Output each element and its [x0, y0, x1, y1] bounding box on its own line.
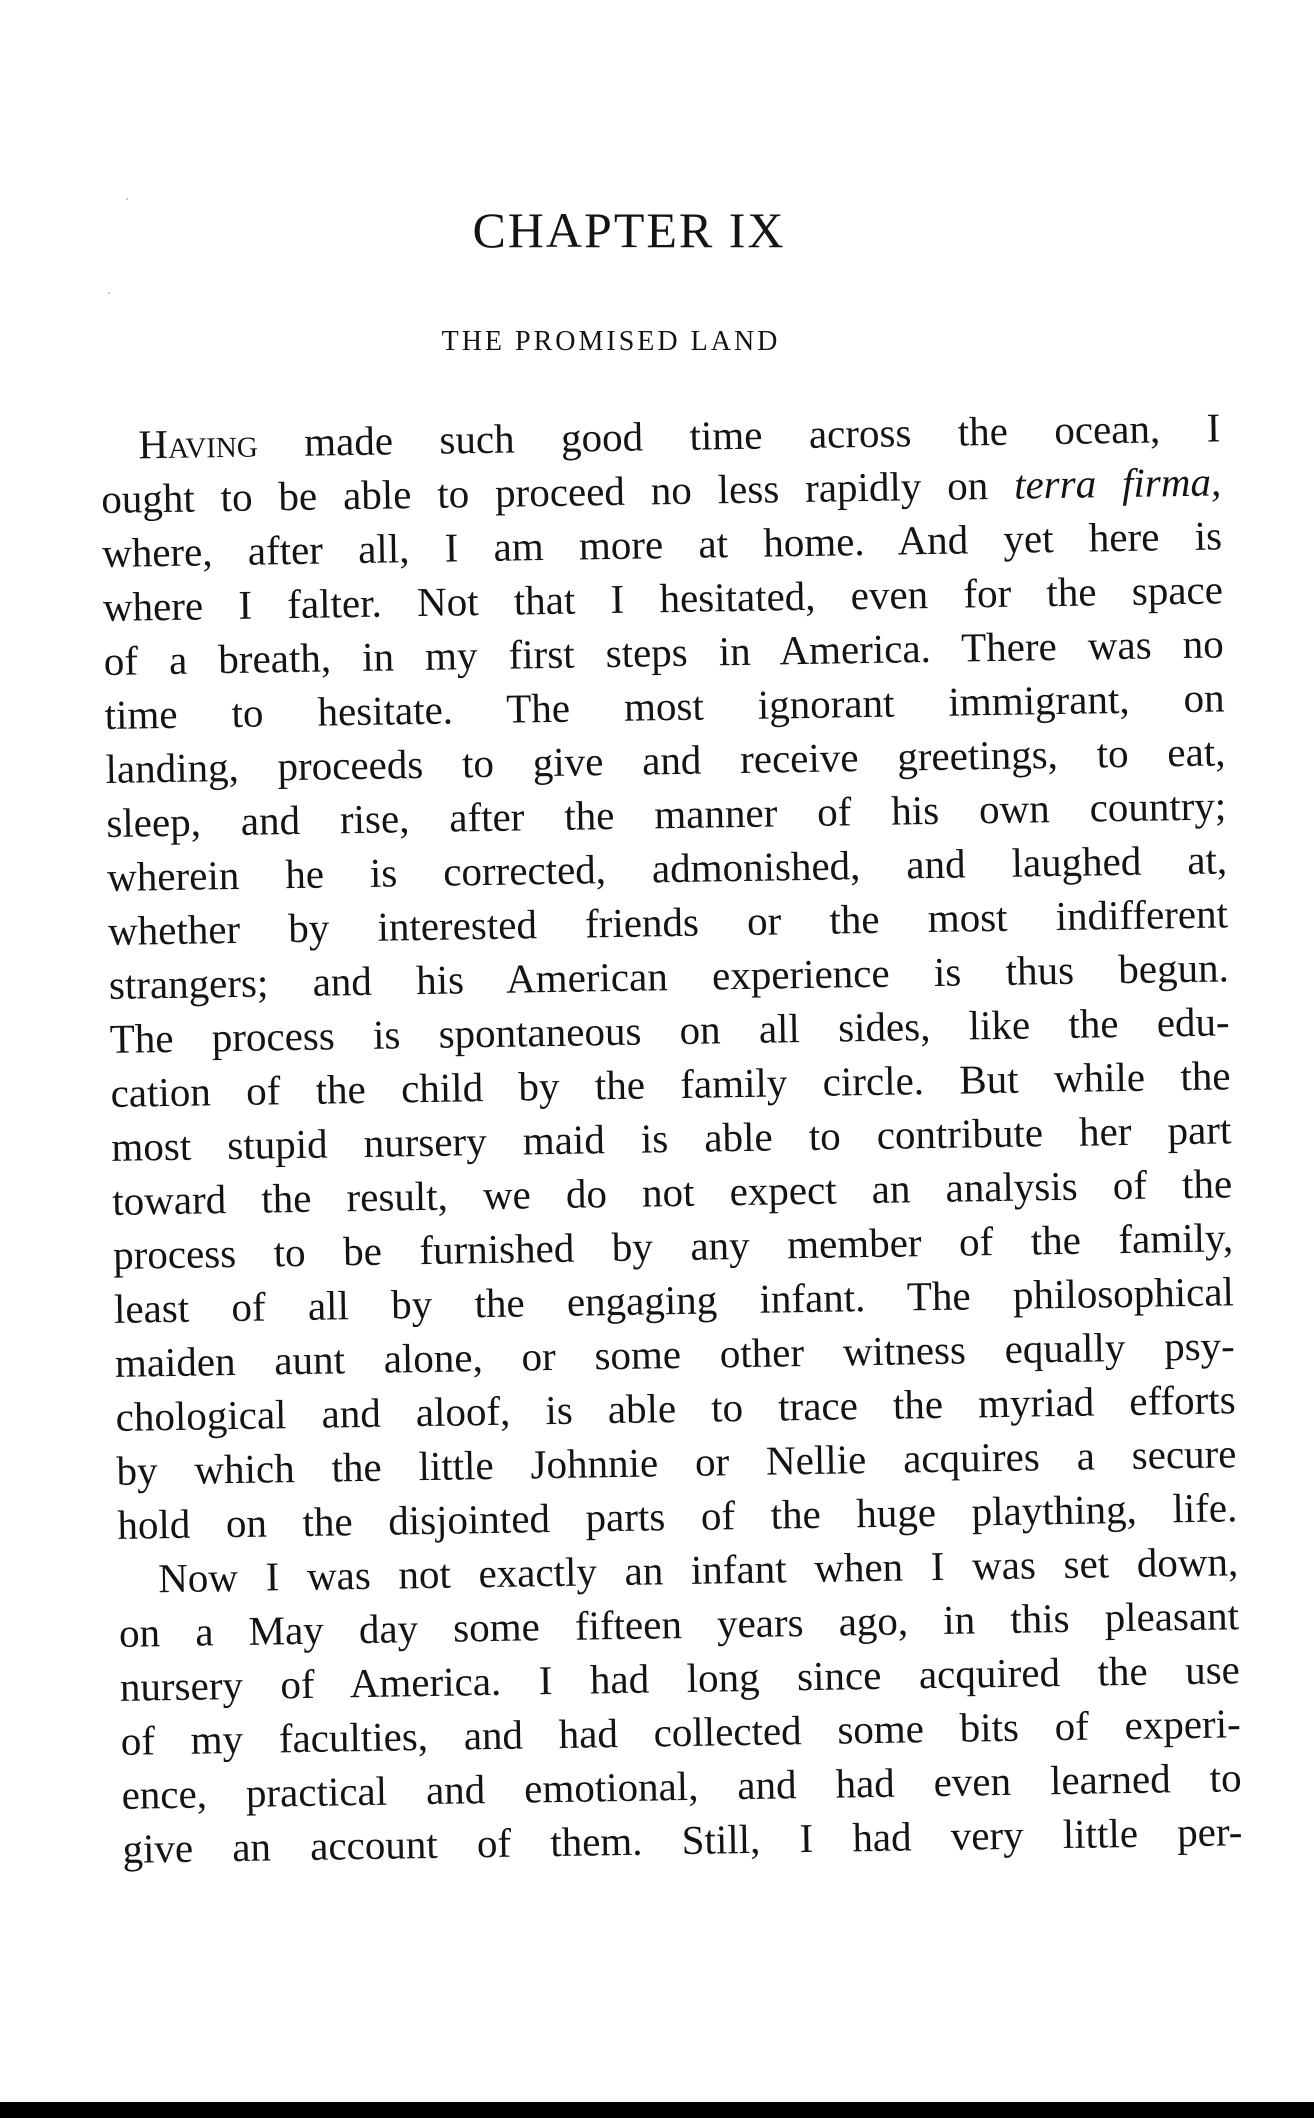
text-line: hold on the disjointed parts of the huge plaything, life.: [117, 1484, 1238, 1548]
text-line: strangers; and his American experience is thus begun.: [108, 944, 1230, 1008]
chapter-subtitle: THE PROMISED LAND: [441, 326, 781, 357]
text-line: maiden aunt alone, or some other witness equally psy-: [114, 1322, 1236, 1386]
text-line: ence, practical and emotional, and had even learned to: [121, 1754, 1242, 1818]
text-line: cation of the child by the family circle. But while the: [110, 1052, 1231, 1116]
text-line: nursery of America. I had long since acquired the use: [119, 1646, 1241, 1710]
text-line: of my faculties, and had collected some bits of experi-: [120, 1700, 1242, 1764]
text-line: most stupid nursery maid is able to contribute her part: [111, 1106, 1232, 1170]
first-line-rest: made such good time across the ocean, I: [257, 404, 1221, 466]
text-line: chological and aloof, is able to trace the myriad efforts: [115, 1376, 1236, 1440]
chapter-title: CHAPTER IX: [472, 202, 786, 258]
opening-word: Having: [138, 419, 259, 468]
italic-phrase: terra firma,: [1013, 458, 1222, 508]
text-line: whether by interested friends or the most indifferent: [107, 890, 1229, 954]
text-line: wherein he is corrected, admonished, and laughed at,: [106, 836, 1228, 900]
bottom-scan-border: [0, 2102, 1314, 2118]
text-line: process to be furnished by any member of the family,: [112, 1214, 1234, 1278]
scan-speck: [108, 292, 110, 294]
text-line: of a breath, in my first steps in America. There was no: [103, 620, 1225, 684]
text-line: time to hesitate. The most ignorant immigrant, on: [104, 674, 1225, 738]
scan-speck: [126, 198, 128, 200]
text-line: least of all by the engaging infant. The philosophical: [113, 1268, 1235, 1332]
body-text: [100, 400, 1243, 1875]
line-text: ought to be able to proceed no less rapidly on: [100, 461, 1015, 522]
text-line: The process is spontaneous on all sides, like the edu-: [109, 998, 1230, 1062]
text-line: landing, proceeds to give and receive greetings, to eat,: [105, 728, 1226, 792]
text-line: Now I was not exactly an infant when I was set down,: [157, 1538, 1239, 1602]
text-line: sleep, and rise, after the manner of his own country;: [106, 782, 1227, 846]
text-line: on a May day some fifteen years ago, in this pleasant: [118, 1592, 1240, 1656]
text-line: give an account of them. Still, I had very little per-: [122, 1808, 1243, 1872]
text-line: by which the little Johnnie or Nellie acquires a secure: [116, 1430, 1237, 1494]
text-line: where, after all, I am more at home. And yet here is: [101, 512, 1223, 576]
text-line: where I falter. Not that I hesitated, even for the space: [102, 566, 1224, 630]
text-line: toward the result, we do not expect an analysis of the: [111, 1160, 1233, 1224]
